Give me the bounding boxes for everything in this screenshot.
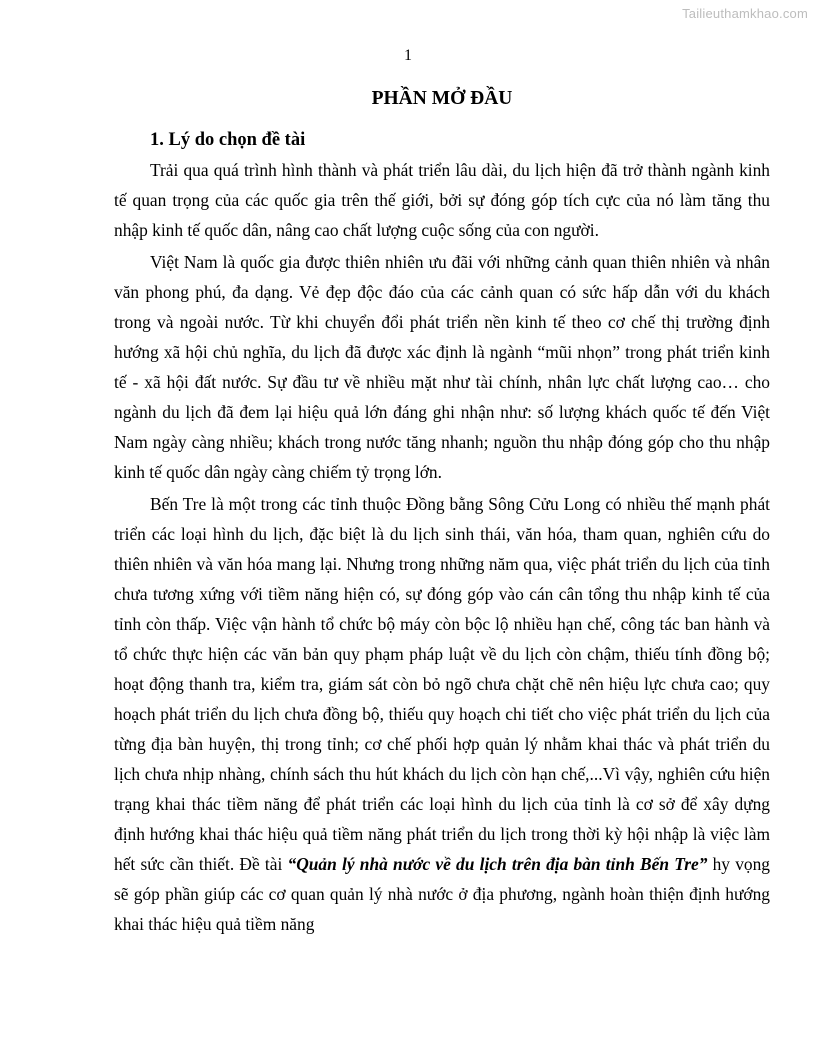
paragraph-3-text-before: Bến Tre là một trong các tỉnh thuộc Đồng bằng Sông Cửu Long có nhiều thế mạnh phát triển các loại hình du lịch, đặc biệt là du lịch sinh thái, văn hóa, tham quan, nghiên cứu do thiên nhiên và văn hóa mang lại. Nhưng trong những năm qua, việc phát triển du lịch của tỉnh chưa tương xứng với tiềm năng hiện có, sự đóng góp vào cán cân tổng thu nhập kinh tế của tỉnh còn thấp. Việc vận hành tổ chức bộ máy còn bộc lộ nhiều hạn chế, công tác ban hành và tổ chức thực hiện các văn bản quy phạm pháp luật về du lịch còn chậm, thiếu tính đồng bộ; hoạt động thanh tra, kiểm tra, giám sát còn bỏ ngõ chưa chặt chẽ nên hiệu lực chưa cao; quy hoạch phát triển du lịch chưa đồng bộ, thiếu quy hoạch chi tiết cho việc phát triển du lịch của từng địa bàn huyện, thị trong tỉnh; cơ chế phối hợp quản lý nhằm khai thác và phát triển du lịch chưa nhịp nhàng, chính sách thu hút khách du lịch còn hạn chế,...Vì vậy, nghiên cứu hiện trạng khai thác tiềm năng để phát triển các loại hình du lịch của tỉnh là cơ sở để xây dựng định hướng khai thác hiệu quả tiềm năng phát triển du lịch trong thời kỳ hội nhập là việc làm hết sức cần thiết. Đề tài	[114, 494, 770, 874]
paragraph-2: Việt Nam là quốc gia được thiên nhiên ưu đãi với những cảnh quan thiên nhiên và nhân văn phong phú, đa dạng. Vẻ đẹp độc đáo của các cảnh quan có sức hấp dẫn với du khách trong và ngoài nước. Từ khi chuyển đổi phát triển nền kinh tế theo cơ chế thị trường định hướng xã hội chủ nghĩa, du lịch đã được xác định là ngành “mũi nhọn” trong phát triển kinh tế - xã hội đất nước. Sự đầu tư về nhiều mặt như tài chính, nhân lực chất lượng cao… cho ngành du lịch đã đem lại hiệu quả lớn đáng ghi nhận như: số lượng khách quốc tế đến Việt Nam ngày càng nhiều; khách trong nước tăng nhanh; nguồn thu nhập đóng góp cho thu nhập kinh tế quốc dân ngày càng chiếm tỷ trọng lớn.	[114, 252, 770, 482]
page-number: 1	[404, 47, 412, 64]
paragraph-3-text-after: hy vọng sẽ góp phần giúp các cơ quan quản lý nhà nước ở địa phương, ngành hoàn thiện định hướng khai thác hiệu quả tiềm năng	[114, 854, 770, 934]
watermark-text: Tailieuthamkhao.com	[682, 6, 808, 21]
thesis-title-quote: “Quản lý nhà nước về du lịch trên địa bàn tỉnh Bến Tre”	[287, 854, 708, 874]
document-title: PHẦN MỞ ĐẦU	[371, 88, 513, 109]
section-heading: 1. Lý do chọn đề tài	[150, 130, 306, 150]
paragraph-1: Trải qua quá trình hình thành và phát triển lâu dài, du lịch hiện đã trở thành ngành kinh tế quan trọng của các quốc gia trên thế giới, bởi sự đóng góp tích cực của nó làm tăng thu nhập kinh tế quốc dân, nâng cao chất lượng cuộc sống của con người.	[114, 160, 770, 240]
paragraph-3	[114, 489, 770, 939]
document-body	[114, 84, 770, 939]
